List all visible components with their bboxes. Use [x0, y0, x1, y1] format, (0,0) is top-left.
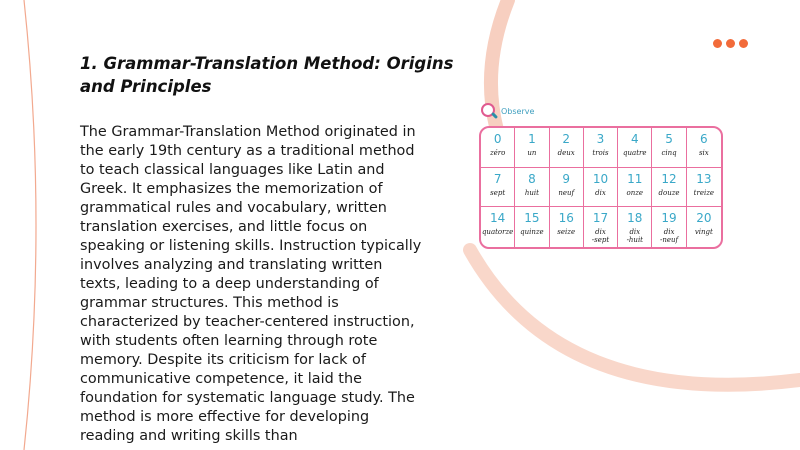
number-cell	[652, 128, 686, 168]
number-word: huit	[524, 188, 539, 197]
number-chart-figure	[479, 100, 727, 249]
number-digit: 1	[528, 132, 536, 146]
number-digit: 2	[562, 132, 571, 146]
number-cell	[481, 168, 515, 208]
number-digit: 3	[596, 132, 605, 146]
number-digit: 18	[627, 211, 643, 226]
bottom-arc	[470, 250, 800, 385]
number-cell	[652, 168, 686, 208]
number-word: dix	[595, 188, 606, 197]
number-cell	[584, 128, 618, 168]
number-digit: 14	[490, 211, 506, 226]
number-cell	[687, 168, 721, 208]
slide-body-text: The Grammar-Translation Method originated in the early 19th century as a traditional method to teach classical languages like Latin and Greek. It emphasizes the memorization of grammatical rules and vocabulary, written translation exercises, and little focus on speaking or listening skills. Instruction typically involves analyzing and translating written texts, leading to a deep understanding of grammar structures. This method is characterized by teacher-centered instruction, with students often learning through rote memory. Despite its criticism for lack of communicative competence, it laid the foundation for systematic language study. The method is more effective for developing reading and writing skills than	[80, 124, 422, 444]
number-word: trois	[592, 149, 609, 157]
number-cell	[687, 207, 721, 247]
left-edge-curve	[24, 0, 36, 450]
number-digit: 15	[524, 211, 540, 226]
number-cell	[481, 207, 515, 247]
number-word: quatorze	[481, 228, 514, 237]
number-digit: 8	[528, 171, 536, 186]
number-word: cinq	[661, 149, 677, 157]
number-word: deux	[557, 149, 575, 157]
number-digit: 12	[661, 171, 677, 186]
number-word: vingt	[694, 228, 713, 237]
number-cell	[618, 207, 652, 247]
number-word: quinze	[520, 228, 544, 237]
dot-2	[726, 39, 735, 48]
dot-3	[739, 39, 748, 48]
number-digit: 19	[661, 211, 677, 226]
number-word: quatre	[623, 149, 647, 157]
number-word: douze	[658, 188, 680, 197]
number-word: dix -huit	[626, 228, 643, 245]
number-cell	[584, 207, 618, 247]
number-cell	[584, 168, 618, 208]
number-digit: 0	[493, 132, 502, 146]
number-cell	[550, 128, 584, 168]
number-word: seize	[557, 228, 576, 237]
decorative-dots	[713, 39, 748, 48]
number-digit: 16	[558, 211, 574, 226]
number-digit: 9	[562, 171, 571, 186]
number-grid	[479, 126, 723, 249]
number-cell	[515, 207, 549, 247]
number-digit: 6	[700, 132, 708, 146]
number-word: un	[527, 149, 537, 157]
number-digit: 20	[696, 211, 712, 226]
number-cell	[652, 207, 686, 247]
number-digit: 7	[493, 171, 502, 186]
figure-caption-row	[479, 100, 727, 122]
number-digit: 11	[627, 171, 643, 186]
number-word: onze	[626, 188, 644, 197]
slide-title: 1. Grammar-Translation Method: Origins and Principles	[80, 54, 454, 96]
number-cell	[618, 128, 652, 168]
number-word: sept	[490, 188, 506, 197]
number-word: zéro	[489, 149, 506, 157]
number-digit: 10	[592, 171, 609, 186]
number-cell	[687, 128, 721, 168]
number-cell	[550, 168, 584, 208]
number-digit: 13	[696, 171, 712, 186]
number-digit: 17	[592, 211, 609, 226]
number-word: neuf	[558, 188, 575, 197]
number-word: dix -neuf	[660, 228, 679, 245]
number-word: six	[698, 149, 709, 157]
number-word: treize	[693, 188, 715, 197]
figure-caption: Observe	[501, 106, 535, 116]
number-cell	[481, 128, 515, 168]
number-digit: 5	[665, 132, 673, 146]
dot-1	[713, 39, 722, 48]
number-word: dix -sept	[591, 228, 610, 245]
number-cell	[515, 128, 549, 168]
number-cell	[618, 168, 652, 208]
magnifier-icon	[479, 101, 499, 121]
number-cell	[515, 168, 549, 208]
number-digit: 4	[630, 132, 639, 146]
number-cell	[550, 207, 584, 247]
